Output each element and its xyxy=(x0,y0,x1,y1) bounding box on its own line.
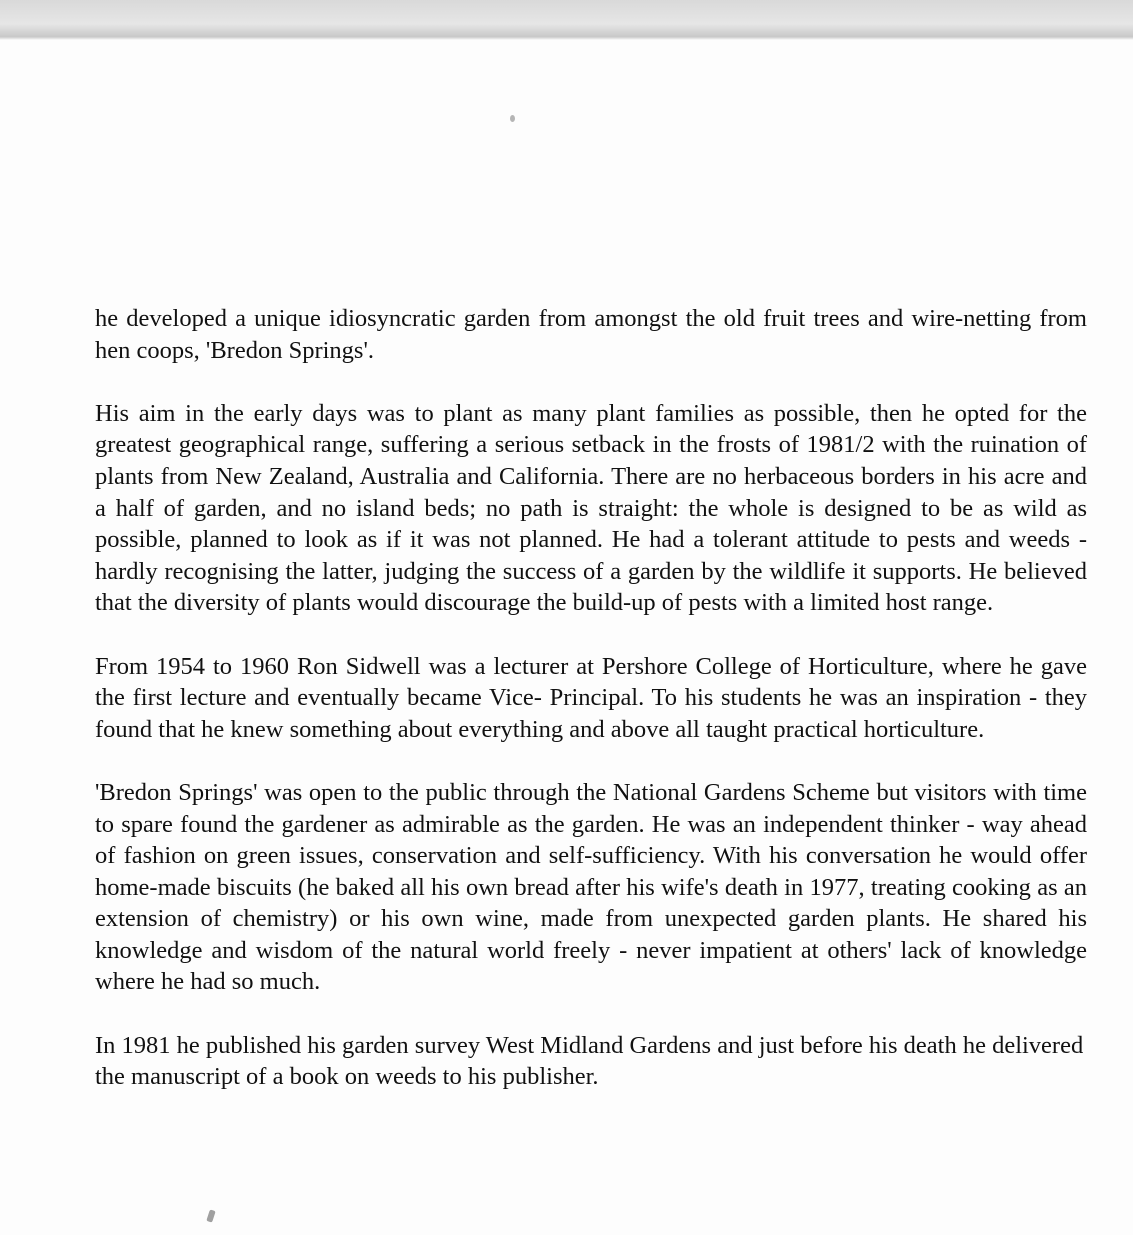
paragraph-open-to-public: 'Bredon Springs' was open to the public through the National Gardens Scheme but visitors with time to spare found the gardener as admirable as the garden. He was an independent thinker - way ahead of fashion on green issues, conservation and self-sufficiency. With his conversation he would offer home-made biscuits (he baked all his own bread after his wife's death in 1977, treating cooking as an extension of chemistry) or his own wine, made from unexpected garden plants. He shared his knowledge and wisdom of the natural world freely - never impatient at others' lack of knowledge where he had so much. xyxy=(95,778,1087,996)
paragraph-garden-aims: His aim in the early days was to plant as many plant families as possible, then he opted for the greatest geographical range, suffering a serious setback in the frosts of 1981/2 with the ruination of plants from New Zealand, Australia and California. There are no herbaceous borders in his acre and a half of garden, and no island beds; no path is straight: the whole is designed to be as wild as possible, planned to look as if it was not planned. He had a tolerant attitude to pests and weeds - hardly recognising the latter, judging the success of a garden by the wildlife it supports. He believed that the diversity of plants would discourage the build-up of pests with a limited host range. xyxy=(95,399,1087,617)
paragraph-publications: In 1981 he published his garden survey West Midland Gardens and just before his death he delivered the manuscript of a book on weeds to his publisher. xyxy=(95,1031,1084,1091)
scanner-top-edge xyxy=(0,0,1133,40)
scan-speck xyxy=(206,1209,215,1222)
scan-speck xyxy=(510,115,515,122)
body-text xyxy=(95,303,1087,1124)
paragraph-pershore-college: From 1954 to 1960 Ron Sidwell was a lecturer at Pershore College of Horticulture, where he gave the first lecture and eventually became Vice- Principal. To his students he was an inspiration - they found that he knew something about everything and above all taught practical horticulture. xyxy=(95,652,1087,743)
paragraph-bredon-springs-intro: he developed a unique idiosyncratic garden from amongst the old fruit trees and wire-netting from hen coops, 'Bredon Springs'. xyxy=(95,305,1087,364)
